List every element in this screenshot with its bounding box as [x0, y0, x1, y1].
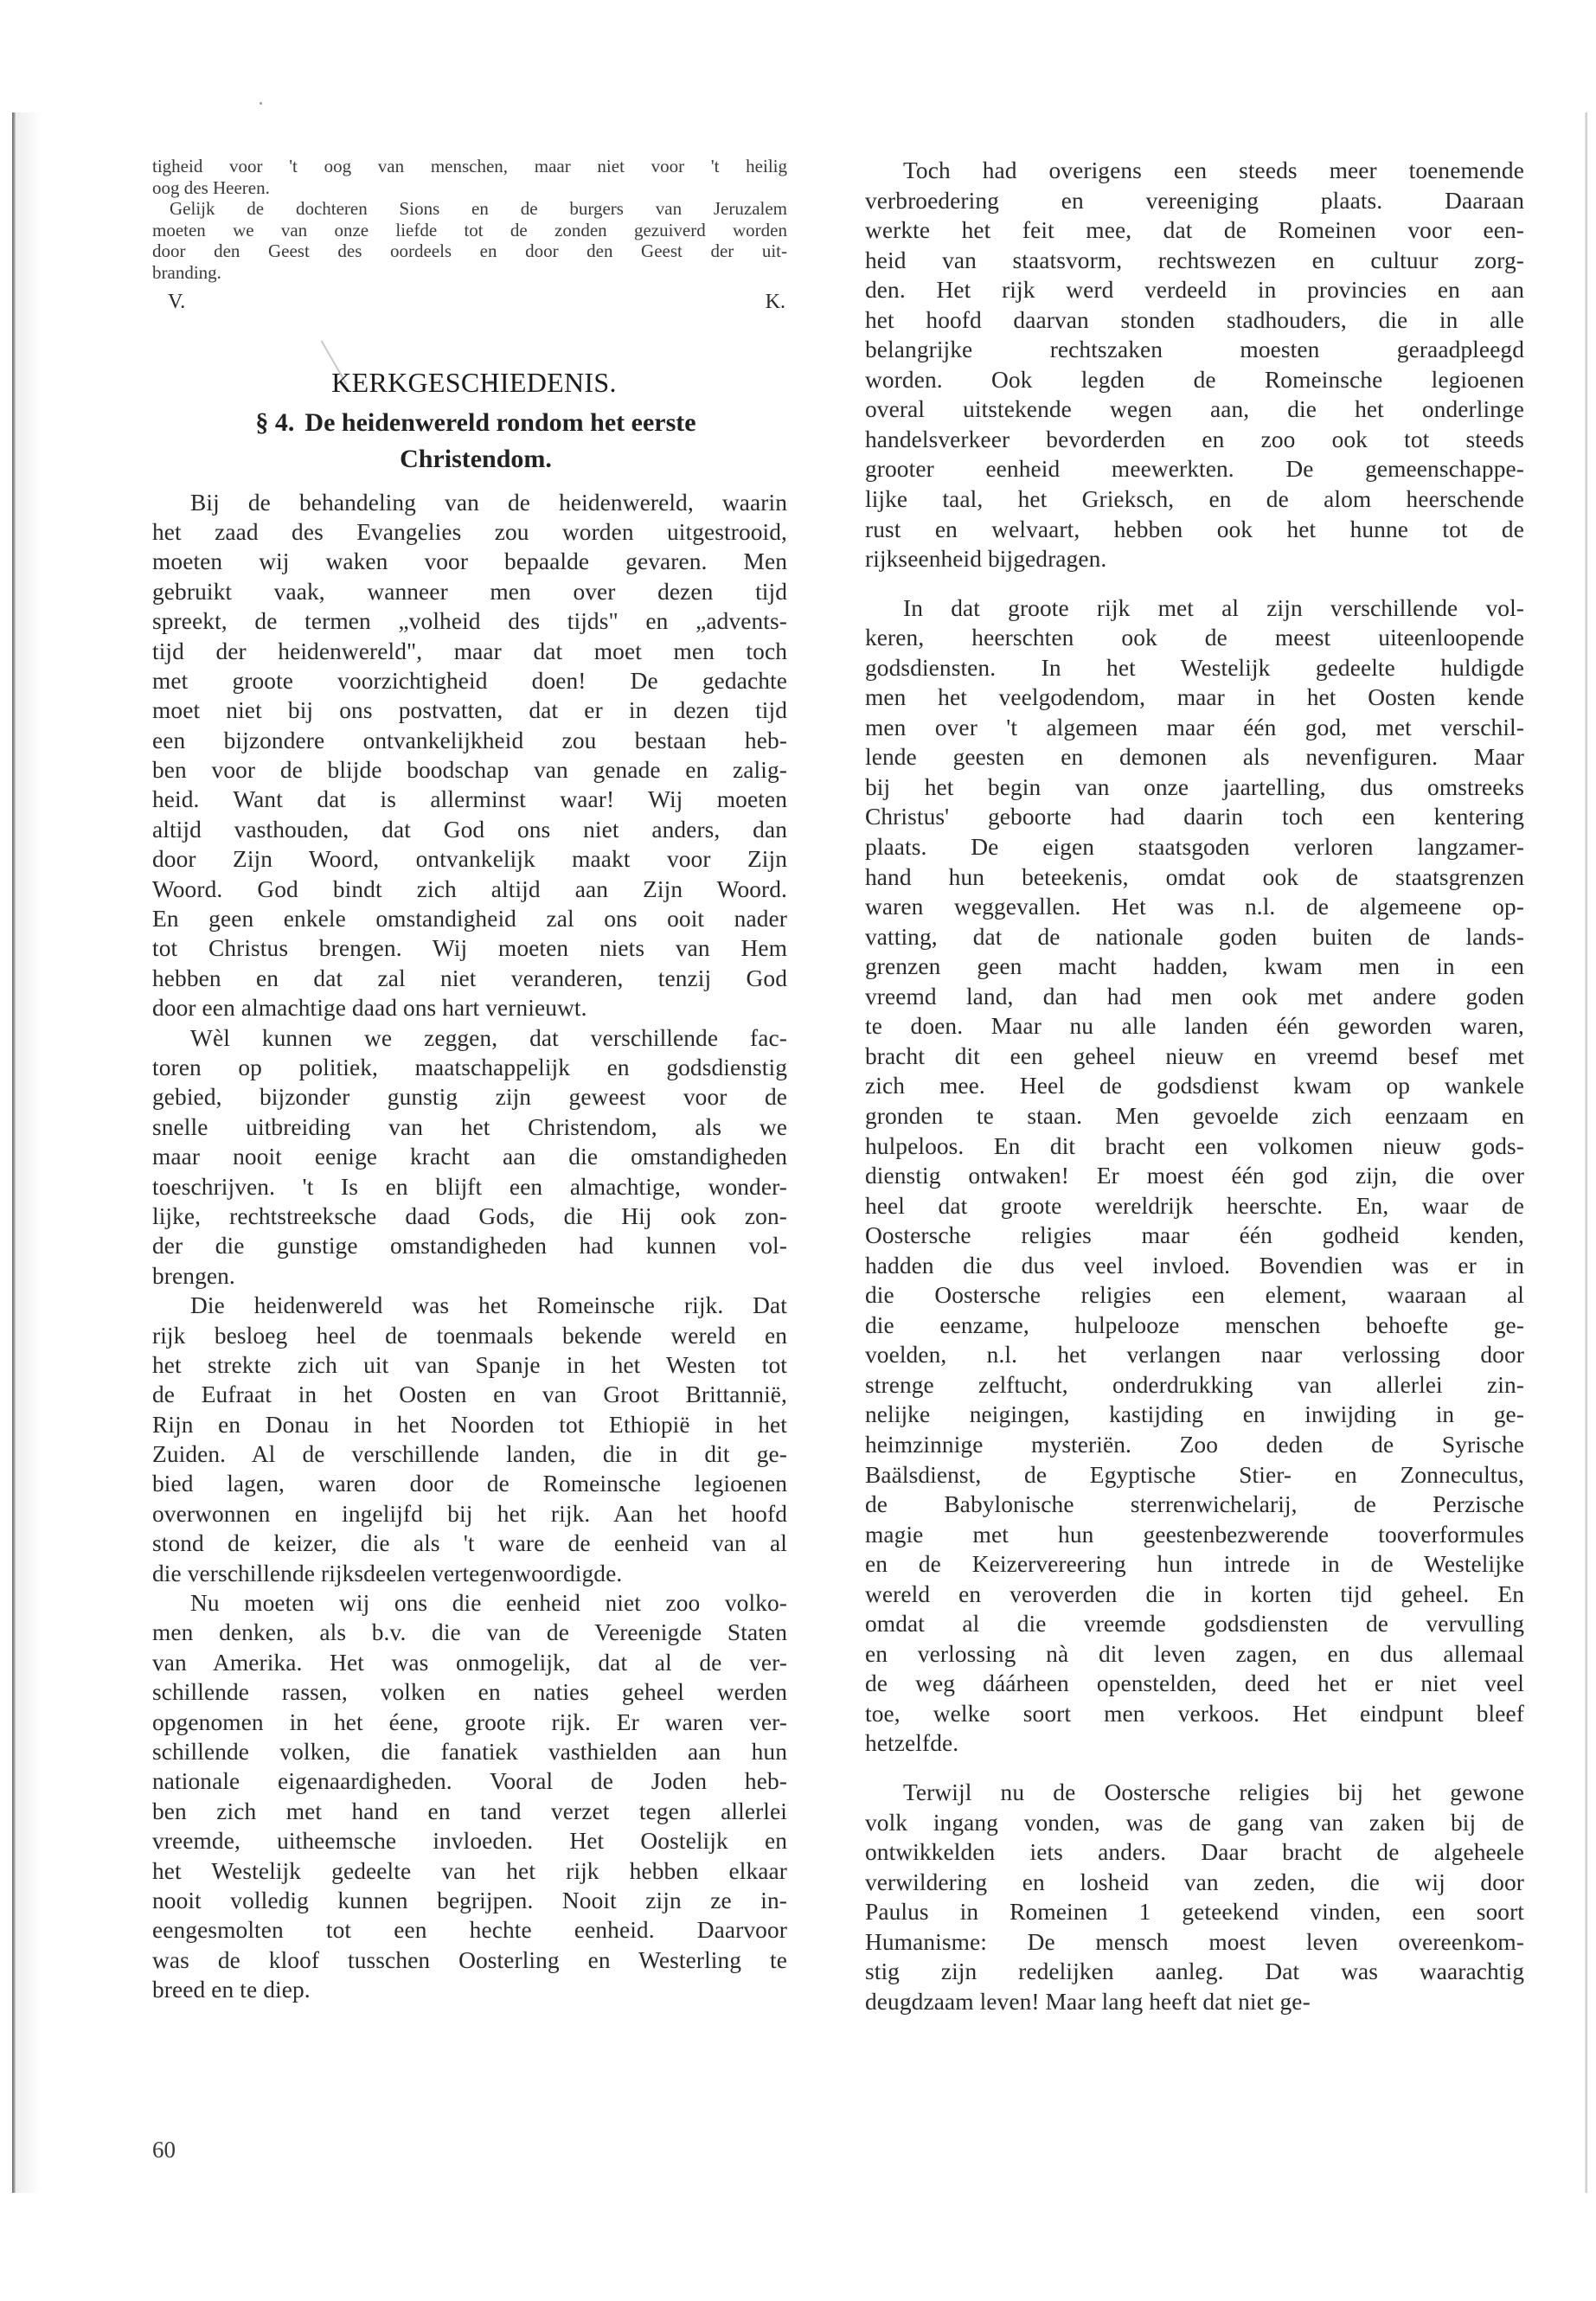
- text-line: hadden die dus veel invloed. Bovendien was er in: [865, 1252, 1524, 1279]
- right-body-text: [865, 156, 1524, 2016]
- paragraph: [865, 1778, 1524, 2016]
- text-line: In dat groote rijk met al zijn verschillende vol-: [903, 594, 1524, 621]
- text-line: keren, heerschten ook de meest uiteenloopende: [865, 625, 1524, 651]
- text-line: En geen enkele omstandigheid zal ons ooit nader: [152, 906, 787, 933]
- text-line: vreemd land, dan had men ook met andere goden: [865, 983, 1524, 1009]
- text-line: den. Het rijk werd verdeeld in provincies en aan: [865, 277, 1524, 304]
- text-line: en de Keizervereering hun intrede in de Westelijke: [865, 1551, 1524, 1578]
- text-line: Die heidenwereld was het Romeinsche rijk. Dat: [190, 1292, 787, 1319]
- text-line: verbroedering en vereeniging plaats. Daaraan: [865, 187, 1524, 214]
- text-line: moeten we van onze liefde tot de zonden gezuiverd worden: [152, 219, 787, 240]
- paragraph: [865, 156, 1524, 574]
- text-line: Woord. God bindt zich altijd aan Zijn Woord.: [152, 875, 787, 902]
- text-line: worden. Ook legden de Romeinsche legioenen: [865, 366, 1524, 393]
- text-line: overwonnen en ingelijfd bij het rijk. Aan het hoofd: [152, 1500, 787, 1527]
- text-line: altijd vasthouden, dat God ons niet anders, dan: [152, 816, 787, 843]
- text-line: men denken, als b.v. die van de Vereenigde Staten: [152, 1619, 787, 1646]
- text-line: opgenomen in het éene, groote rijk. Er waren ver-: [152, 1708, 787, 1735]
- text-line: moet niet bij ons postvatten, dat er in dezen tijd: [152, 697, 787, 724]
- text-line: die eenzame, hulpelooze menschen behoefte ge-: [865, 1311, 1524, 1338]
- text-line: het strekte zich uit van Spanje in het Westen tot: [152, 1351, 787, 1378]
- text-line: gebruikt vaak, wanneer men over dezen tijd: [152, 578, 787, 605]
- paragraph: [152, 488, 787, 1023]
- text-line: Oostersche religies maar één godheid kenden,: [865, 1222, 1524, 1249]
- text-line: belangrijke rechtszaken moesten geraadpleegd: [865, 336, 1524, 363]
- text-line: vreemde, uitheemsche invloeden. Het Oostelijk en: [152, 1828, 787, 1855]
- text-line: het zaad des Evangelies zou worden uitgestrooid,: [152, 518, 787, 545]
- text-line: de weg dáárheen openstelden, deed het er niet veel: [865, 1670, 1524, 1697]
- text-line: bied lagen, waren door de Romeinsche legioenen: [152, 1471, 787, 1497]
- text-line: omdat al die vreemde godsdiensten de vervulling: [865, 1611, 1524, 1638]
- text-line: deugdzaam leven! Maar lang heeft dat niet ge-: [865, 1988, 1311, 2015]
- page-number: 60: [152, 2137, 176, 2163]
- intro-text: [152, 156, 787, 284]
- text-line: werkte het feit mee, dat de Romeinen voor een-: [865, 217, 1524, 244]
- subsection-title-line2: Christendom.: [400, 444, 552, 473]
- text-line: zich mee. Heel de godsdienst kwam op wankele: [865, 1073, 1524, 1099]
- signature-initial-left: V.: [168, 290, 186, 313]
- text-line: de Babylonische sterrenwichelarij, de Perzische: [865, 1491, 1524, 1518]
- text-line: plaats. De eigen staatsgoden verloren langzamer-: [865, 834, 1524, 861]
- text-line: brengen.: [152, 1262, 235, 1289]
- text-line: waren weggevallen. Het was n.l. de algemeene op-: [865, 894, 1524, 920]
- paragraph: [152, 1023, 787, 1292]
- text-line: godsdiensten. In het Westelijk gedeelte huldigde: [865, 654, 1524, 681]
- text-line: door Zijn Woord, ontvankelijk maakt voor Zijn: [152, 846, 787, 873]
- text-line: maar nooit eenige kracht aan die omstandigheden: [152, 1144, 787, 1170]
- text-line: ontwikkelden iets anders. Daar bracht de algeheele: [865, 1839, 1524, 1866]
- text-line: heid. Want dat is allerminst waar! Wij moeten: [152, 786, 787, 813]
- text-line: Humanisme: De mensch moest leven overeenkom-: [865, 1928, 1524, 1955]
- text-line: heid van staatsvorm, rechtswezen en cultuur zorg-: [865, 247, 1524, 273]
- text-line: volk ingang vonden, was de gang van zaken bij de: [865, 1809, 1524, 1836]
- text-line: tijd der heidenwereld", maar dat moet men toch: [152, 638, 787, 664]
- paragraph-gap: [865, 574, 1524, 593]
- text-line: Zuiden. Al de verschillende landen, die in dit ge-: [152, 1441, 787, 1468]
- text-line: het Westelijk gedeelte van het rijk hebben elkaar: [152, 1857, 787, 1884]
- text-line: verwildering en losheid van zeden, die wij door: [865, 1868, 1524, 1895]
- text-line: Bij de behandeling van de heidenwereld, waarin: [190, 489, 787, 516]
- text-line: voelden, n.l. het verlangen naar verlossing door: [865, 1342, 1524, 1368]
- text-line: die Oostersche religies een element, waaraan al: [865, 1282, 1524, 1309]
- text-line: moeten wij waken voor bepaalde gevaren. Men: [152, 548, 787, 575]
- text-line: en verlossing nà dit leven zagen, en dus allemaal: [865, 1640, 1524, 1667]
- text-line: nelijke neigingen, kastijding en inwijding in ge-: [865, 1401, 1524, 1428]
- text-line: van Amerika. Het was onmogelijk, dat al de ver-: [152, 1649, 787, 1676]
- paragraph: [152, 1291, 787, 1588]
- text-line: toe, welke soort men verkoos. Het eindpunt bleef: [865, 1700, 1524, 1727]
- text-line: hebben en dat zal niet veranderen, tenzij God: [152, 965, 787, 991]
- text-line: branding.: [152, 261, 221, 283]
- paragraph-gap: [865, 1759, 1524, 1778]
- text-line: bij het begin van onze jaartelling, dus omstreeks: [865, 773, 1524, 800]
- text-line: gebied, bijzonder gunstig zijn geweest voor de: [152, 1084, 787, 1111]
- right-column: [865, 156, 1524, 2016]
- text-line: lende geesten en demonen als nevenfiguren. Maar: [865, 744, 1524, 771]
- text-line: Paulus in Romeinen 1 geteekend vinden, een soort: [865, 1899, 1524, 1926]
- text-line: door een almachtige daad ons hart vernieuwt.: [152, 995, 587, 1022]
- text-line: der die gunstige omstandigheden had kunnen vol-: [152, 1233, 787, 1259]
- text-line: nooit volledig kunnen begrijpen. Nooit zijn ze in-: [152, 1887, 787, 1913]
- text-line: tigheid voor 't oog van menschen, maar niet voor 't heilig: [152, 156, 787, 176]
- text-line: toren op politiek, maatschappelijk en godsdienstig: [152, 1054, 787, 1080]
- text-line: Rijn en Donau in het Noorden tot Ethiopië in het: [152, 1411, 787, 1438]
- text-line: toeschrijven. 't Is en blijft een almachtige, wonder-: [152, 1173, 787, 1200]
- text-line: grooter eenheid meewerkten. De gemeenschappe-: [865, 456, 1524, 483]
- page-right-edge: [1585, 112, 1587, 2193]
- text-line: gronden te staan. Men gevoelde zich eenzaam en: [865, 1102, 1524, 1129]
- text-line: stig zijn redelijken aanleg. Dat was waarachtig: [865, 1958, 1524, 1985]
- paragraph: [865, 593, 1524, 1759]
- paragraph: [152, 1588, 787, 2004]
- text-line: Toch had overigens een steeds meer toenemende: [903, 157, 1524, 183]
- text-line: men over 't algemeen maar één god, met verschil-: [865, 714, 1524, 740]
- text-line: tot Christus brengen. Wij moeten niets van Hem: [152, 935, 787, 962]
- text-line: magie met hun geestenbezwerende tooverformules: [865, 1521, 1524, 1548]
- text-line: Baälsdienst, de Egyptische Stier- en Zonnecultus,: [865, 1461, 1524, 1488]
- subsection-title: [152, 405, 787, 478]
- signature-initial-right: K.: [765, 290, 785, 313]
- author-signature: [152, 291, 787, 320]
- text-line: ben voor de blijde boodschap van genade en zalig-: [152, 757, 787, 784]
- subsection-title-line1: De heidenwereld rondom het eerste: [304, 407, 696, 437]
- text-line: snelle uitbreiding van het Christendom, als we: [152, 1113, 787, 1140]
- text-line: schillende rassen, volken en naties geheel werden: [152, 1679, 787, 1706]
- text-line: lijke, rechtstreeksche daad Gods, die Hij ook zon-: [152, 1202, 787, 1229]
- text-line: hetzelfde.: [865, 1730, 959, 1757]
- text-line: strenge zelftucht, onderdrukking van allerlei zin-: [865, 1371, 1524, 1398]
- subsection-number: § 4.: [255, 407, 295, 437]
- section-title: KERKGESCHIEDENIS.: [331, 366, 617, 398]
- text-line: handelsverkeer bevorderden en zoo ook tot steeds: [865, 426, 1524, 452]
- text-line: rijkseenheid bijgedragen.: [865, 546, 1107, 573]
- text-line: wereld en veroverden die in korten tijd geheel. En: [865, 1580, 1524, 1607]
- text-line: hand hun beteekenis, omdat ook de staatsgrenzen: [865, 863, 1524, 890]
- text-line: spreekt, de termen „volheid des tijds" en „advents-: [152, 608, 787, 635]
- text-line: een bijzondere ontvankelijkheid zou bestaan heb-: [152, 727, 787, 753]
- text-line: Christus' geboorte had daarin toch een kentering: [865, 804, 1524, 830]
- text-line: schillende volken, die fanatiek vasthielden aan hun: [152, 1738, 787, 1765]
- text-line: Gelijk de dochteren Sions en de burgers van Jeruzalem: [170, 198, 787, 220]
- text-line: oog des Heeren.: [152, 176, 270, 198]
- text-line: Terwijl nu de Oostersche religies bij het gewone: [903, 1779, 1524, 1805]
- text-line: breed en te diep.: [152, 1977, 311, 2003]
- text-line: grenzen geen macht hadden, kwam men in een: [865, 953, 1524, 980]
- text-line: rijk besloeg heel de toenmaals bekende wereld en: [152, 1322, 787, 1349]
- text-line: met groote voorzichtigheid doen! De gedachte: [152, 667, 787, 694]
- text-line: men het veelgodendom, maar in het Oosten kende: [865, 684, 1524, 711]
- text-line: dienstig ontwaken! Er moest één god zijn, die over: [865, 1163, 1524, 1189]
- text-line: overal uitstekende wegen aan, die het onderlinge: [865, 396, 1524, 423]
- text-line: Wèl kunnen we zeggen, dat verschillende fac-: [190, 1024, 787, 1051]
- text-line: nationale eigenaardigheden. Vooral de Joden heb-: [152, 1768, 787, 1795]
- left-body-text: [152, 488, 787, 2005]
- text-line: de Eufraat in het Oosten en van Groot Brittannië,: [152, 1381, 787, 1408]
- text-line: was de kloof tusschen Oosterling en Westerling te: [152, 1946, 787, 1973]
- text-line: vatting, dat de nationale goden buiten de lands-: [865, 923, 1524, 950]
- text-line: die verschillende rijksdeelen vertegenwoordigde.: [152, 1560, 623, 1586]
- scan-speck: [260, 102, 262, 105]
- text-line: het hoofd daarvan stonden stadhouders, die in alle: [865, 306, 1524, 333]
- text-line: lijke taal, het Grieksch, en de alom heerschende: [865, 486, 1524, 513]
- left-column: [152, 156, 787, 2004]
- text-line: heimzinnige mysteriën. Zoo deden de Syrische: [865, 1431, 1524, 1458]
- text-line: ben zich met hand en tand verzet tegen allerlei: [152, 1798, 787, 1824]
- text-line: hulpeloos. En dit bracht een volkomen nieuw gods-: [865, 1132, 1524, 1159]
- page-binding-shadow: [16, 112, 42, 2193]
- text-line: bracht dit een geheel nieuw en vreemd besef met: [865, 1042, 1524, 1069]
- text-line: rust en welvaart, hebben ook het hunne tot de: [865, 516, 1524, 542]
- text-line: door den Geest des oordeels en door den Geest der uit-: [152, 240, 787, 262]
- text-line: Nu moeten wij ons die eenheid niet zoo volko-: [190, 1590, 787, 1617]
- text-line: stond de keizer, die als 't ware de eenheid van al: [152, 1530, 787, 1557]
- text-line: heel dat groote wereldrijk heerschte. En, waar de: [865, 1192, 1524, 1219]
- text-line: eengesmolten tot een hechte eenheid. Daarvoor: [152, 1917, 787, 1944]
- text-line: te doen. Maar nu alle landen één geworden waren,: [865, 1013, 1524, 1040]
